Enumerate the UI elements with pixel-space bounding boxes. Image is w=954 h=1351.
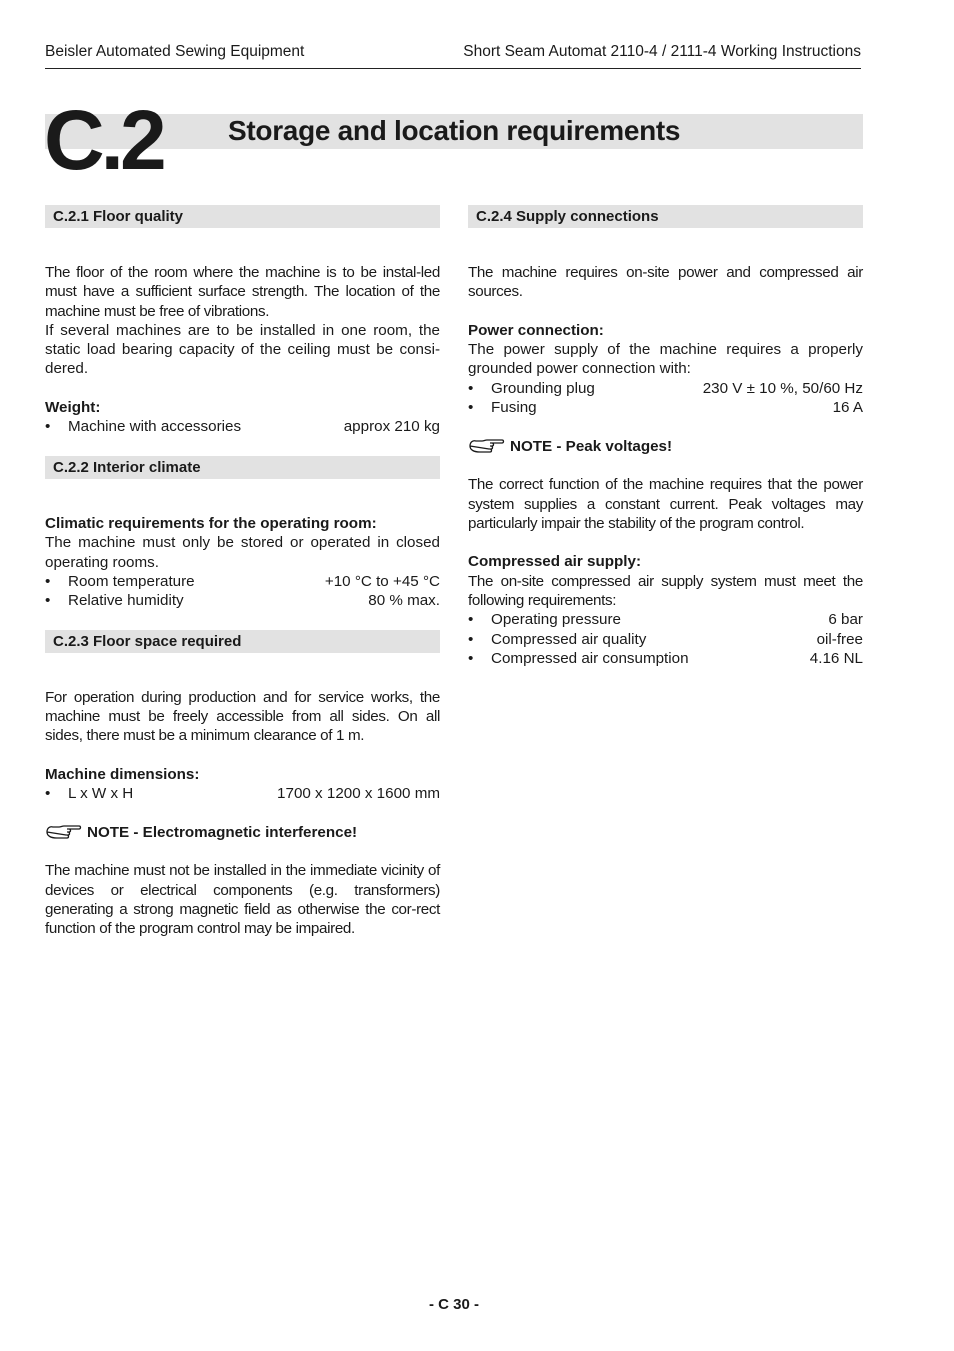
bullet: • <box>468 630 474 648</box>
list-item <box>468 630 863 649</box>
note-electromagnetic-text: The machine must not be installed in the immediate vicinity of devices or electrical components (e.g. transformers) generating a strong magnetic field as otherwise the cor-rect function of the program control may be impaired. <box>45 862 440 938</box>
weight-label: Weight: <box>45 399 101 417</box>
bullet: • <box>468 649 474 667</box>
power-text: The power supply of the machine requires a properly grounded power connection with: <box>468 341 863 378</box>
section-heading-floor-space: C.2.3 Floor space required <box>45 630 440 653</box>
list-item <box>45 572 440 591</box>
note-peak-voltages-title: NOTE - Peak voltages! <box>510 437 673 455</box>
supply-intro: The machine requires on-site power and compressed air sources. <box>468 264 863 301</box>
section-heading-floor-quality: C.2.1 Floor quality <box>45 205 440 228</box>
floor-quality-paragraph-1: The floor of the room where the machine is to be instal-led must have a sufficient surface strength. The location of the machine must be free of vibrations. <box>45 264 440 320</box>
air-item-name: Compressed air quality <box>491 630 647 648</box>
floor-quality-paragraph-2: If several machines are to be installed in one room, the static load bearing capacity of the ceiling must be consi-dered. <box>45 321 440 378</box>
climate-item-value: +10 °C to +45 °C <box>324 572 440 590</box>
bullet: • <box>468 379 474 397</box>
air-item-value: 4.16 NL <box>809 649 863 667</box>
air-label: Compressed air supply: <box>468 553 642 571</box>
list-item <box>468 649 863 668</box>
air-item-name: Compressed air consumption <box>491 649 689 667</box>
power-item-value: 16 A <box>832 399 863 417</box>
dimensions-label: Machine dimensions: <box>45 765 200 783</box>
chapter-number: C.2 <box>44 93 163 187</box>
floor-space-paragraph: For operation during production and for service works, the machine must be freely accessible from all sides. On all sides, there must be a minimum clearance of 1 m. <box>45 688 440 745</box>
note-electromagnetic <box>45 823 440 842</box>
weight-value: approx 210 kg <box>343 418 440 436</box>
note-peak-voltages-text: The correct function of the machine requires that the power system supplies a constant current. Peak voltages may particularly impair the stability of the program control. <box>468 476 863 532</box>
weight-item: Machine with accessories <box>68 418 242 436</box>
bullet: • <box>45 785 51 803</box>
dimensions-value: 1700 x 1200 x 1600 mm <box>277 785 440 803</box>
page-number: - C 30 - <box>428 1296 479 1313</box>
pointing-hand-icon <box>468 437 506 455</box>
climate-item-name: Room temperature <box>68 572 195 590</box>
power-item-name: Fusing <box>491 399 537 417</box>
air-item-value: 6 bar <box>828 611 863 629</box>
air-item-value: oil-free <box>816 630 863 648</box>
left-column <box>45 205 440 939</box>
bullet: • <box>468 611 474 629</box>
power-label: Power connection: <box>468 321 604 339</box>
power-item-value: 230 V ± 10 %, 50/60 Hz <box>702 379 863 397</box>
list-item <box>45 417 440 436</box>
power-item-name: Grounding plug <box>491 379 595 397</box>
bullet: • <box>45 572 51 590</box>
header-left: Beisler Automated Sewing Equipment <box>45 43 305 60</box>
chapter-title: Storage and location requirements <box>228 115 681 146</box>
pointing-hand-icon <box>45 823 83 841</box>
note-electromagnetic-title: NOTE - Electromagnetic interference! <box>87 823 358 841</box>
bullet: • <box>45 418 51 436</box>
note-peak-voltages <box>468 437 863 456</box>
list-item <box>45 591 440 610</box>
header-right: Short Seam Automat 2110-4 / 2111-4 Working Instructions <box>463 43 861 60</box>
dimensions-item: L x W x H <box>68 785 134 803</box>
bullet: • <box>45 592 51 610</box>
bullet: • <box>468 399 474 417</box>
climate-label: Climatic requirements for the operating room: <box>45 514 377 532</box>
air-item-name: Operating pressure <box>491 611 622 629</box>
list-item <box>468 398 863 417</box>
list-item <box>468 610 863 629</box>
right-column <box>468 205 863 668</box>
header-rule <box>45 68 861 69</box>
climate-paragraph: The machine must only be stored or operated in closed operating rooms. <box>45 534 440 571</box>
section-heading-interior-climate: C.2.2 Interior climate <box>45 456 440 479</box>
climate-item-value: 80 % max. <box>368 592 440 610</box>
list-item <box>45 784 440 803</box>
section-heading-supply: C.2.4 Supply connections <box>468 205 863 228</box>
climate-item-name: Relative humidity <box>68 592 184 610</box>
list-item <box>468 379 863 398</box>
air-text: The on-site compressed air supply system must meet the following requirements: <box>468 572 863 610</box>
